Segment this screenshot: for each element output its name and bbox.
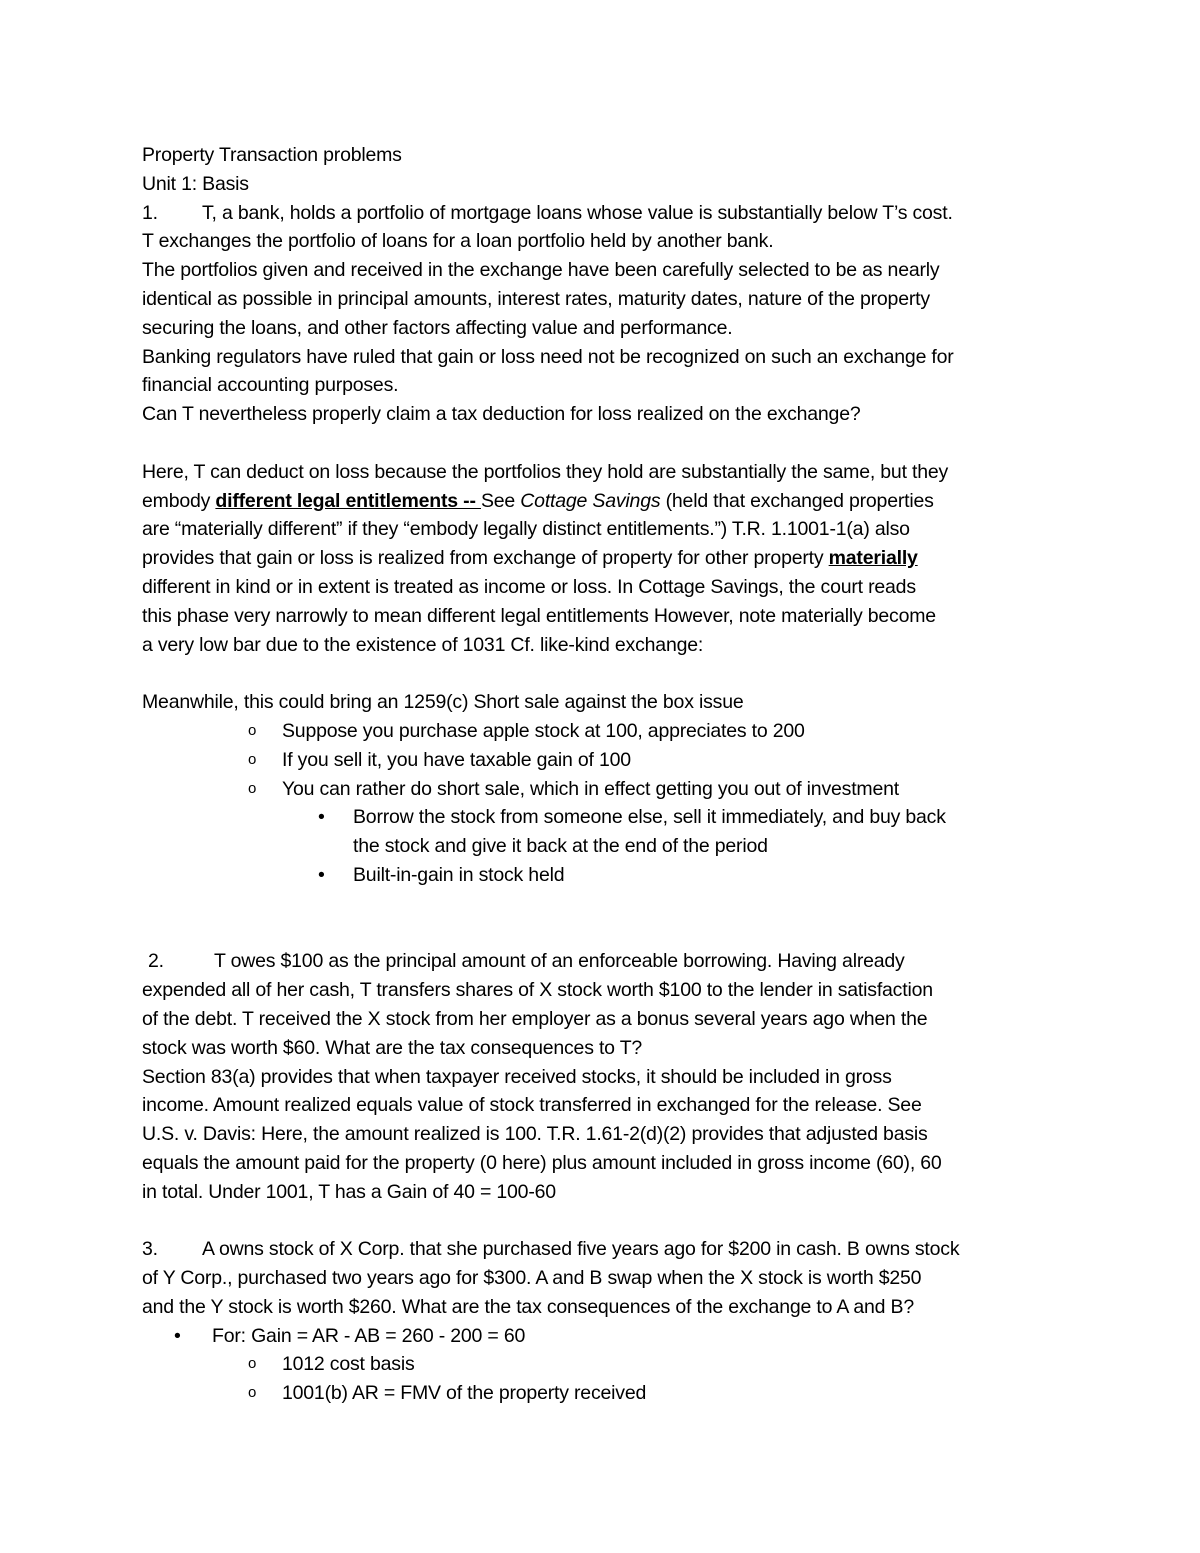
q2-line-2: expended all of her cash, T transfers shares of X stock worth $100 to the lender in satisfaction <box>142 979 933 1002</box>
q2-line-5: Section 83(a) provides that when taxpayer received stocks, it should be included in gross <box>142 1065 892 1088</box>
q1-line-7: financial accounting purposes. <box>142 374 399 397</box>
circle-bullet-icon: o <box>248 721 257 739</box>
list-item: o You can rather do short sale, which in effect getting you out of investment <box>142 775 1067 804</box>
case-citation: Cottage Savings <box>520 489 661 512</box>
q2-line-1: 2. T owes $100 as the principal amount of an enforceable borrowing. Having already <box>142 947 1067 976</box>
q2-line-8: equals the amount paid for the property (0 here) plus amount included in gross income (60), 60 <box>142 1151 942 1174</box>
document-body <box>142 141 1067 1408</box>
q3-line-3: and the Y stock is worth $260. What are the tax consequences of the exchange to A and B? <box>142 1295 914 1318</box>
spacer <box>142 890 1067 948</box>
bullet-icon: • <box>174 1324 181 1347</box>
bullet-icon: • <box>318 806 325 829</box>
spacer <box>142 659 1067 688</box>
q1-answer-line-4: provides that gain or loss is realized from exchange of property for other property materially <box>142 547 918 570</box>
q2-line-7: U.S. v. Davis: Here, the amount realized is 100. T.R. 1.61-2(d)(2) provides that adjusted basis <box>142 1123 928 1146</box>
q1-meanwhile: Meanwhile, this could bring an 1259(c) Short sale against the box issue <box>142 691 744 714</box>
q1-line-3: The portfolios given and received in the exchange have been carefully selected to be as nearly <box>142 259 940 282</box>
list-item-continuation: the stock and give it back at the end of the period <box>353 835 768 858</box>
circle-bullet-icon: o <box>248 750 257 768</box>
list-item: o 1012 cost basis <box>142 1350 1067 1379</box>
q1-answer-line-6: this phase very narrowly to mean different legal entitlements However, note materially become <box>142 604 936 627</box>
q2-line-3: of the debt. T received the X stock from her employer as a bonus several years ago when the <box>142 1007 928 1030</box>
q3-line-1: 3. A owns stock of X Corp. that she purchased five years ago for $200 in cash. B owns stock <box>142 1235 1067 1264</box>
list-item: o 1001(b) AR = FMV of the property received <box>142 1379 1067 1408</box>
q1-line-4: identical as possible in principal amounts, interest rates, maturity dates, nature of the property <box>142 287 930 310</box>
emphasis-materially: materially <box>828 547 918 570</box>
q1-answer-line-3: are “materially different” if they “embody legally distinct entitlements.”) T.R. 1.1001-1(a) also <box>142 518 910 541</box>
q1-number: 1. <box>142 201 158 224</box>
list-item: • Borrow the stock from someone else, sell it immediately, and buy back <box>142 803 1067 832</box>
list-item: • Built-in-gain in stock held <box>142 861 1067 890</box>
q1-answer-line-2: embody different legal entitlements -- See Cottage Savings (held that exchanged properties <box>142 489 934 512</box>
q2-line-4: stock was worth $60. What are the tax consequences to T? <box>142 1036 643 1059</box>
list-item: o If you sell it, you have taxable gain of 100 <box>142 746 1067 775</box>
q1-line-6: Banking regulators have ruled that gain or loss need not be recognized on such an exchange for <box>142 345 954 368</box>
q2-number: 2. <box>148 950 164 973</box>
q2-line-6: income. Amount realized equals value of stock transferred in exchanged for the release. See <box>142 1094 922 1117</box>
circle-bullet-icon: o <box>248 1355 257 1373</box>
circle-bullet-icon: o <box>248 779 257 797</box>
q1-line-5: securing the loans, and other factors affecting value and performance. <box>142 316 733 339</box>
q1-answer-line-7: a very low bar due to the existence of 1031 Cf. like-kind exchange: <box>142 633 704 656</box>
q3-line-2: of Y Corp., purchased two years ago for $300. A and B swap when the X stock is worth $250 <box>142 1267 922 1290</box>
spacer <box>142 429 1067 458</box>
q1-line-8: Can T nevertheless properly claim a tax deduction for loss realized on the exchange? <box>142 403 861 426</box>
list-item: o Suppose you purchase apple stock at 100, appreciates to 200 <box>142 717 1067 746</box>
list-item: • For: Gain = AR - AB = 260 - 200 = 60 <box>142 1322 1067 1351</box>
q1-answer-line-5: different in kind or in extent is treated as income or loss. In Cottage Savings, the court reads <box>142 575 916 598</box>
doc-title: Property Transaction problems <box>142 144 402 166</box>
bullet-icon: • <box>318 863 325 886</box>
q1-answer-line-1: Here, T can deduct on loss because the portfolios they hold are substantially the same, but they <box>142 460 949 483</box>
emphasis-legal-entitlements: different legal entitlements -- <box>215 489 481 512</box>
q2-line-9: in total. Under 1001, T has a Gain of 40 = 100-60 <box>142 1180 556 1203</box>
q3-number: 3. <box>142 1238 158 1261</box>
q1-line-1: 1. T, a bank, holds a portfolio of mortgage loans whose value is substantially below T’s cost. <box>142 199 1067 228</box>
unit-heading: Unit 1: Basis <box>142 172 249 195</box>
spacer <box>142 1206 1067 1235</box>
q1-line-2: T exchanges the portfolio of loans for a loan portfolio held by another bank. <box>142 230 774 253</box>
circle-bullet-icon: o <box>248 1384 257 1402</box>
